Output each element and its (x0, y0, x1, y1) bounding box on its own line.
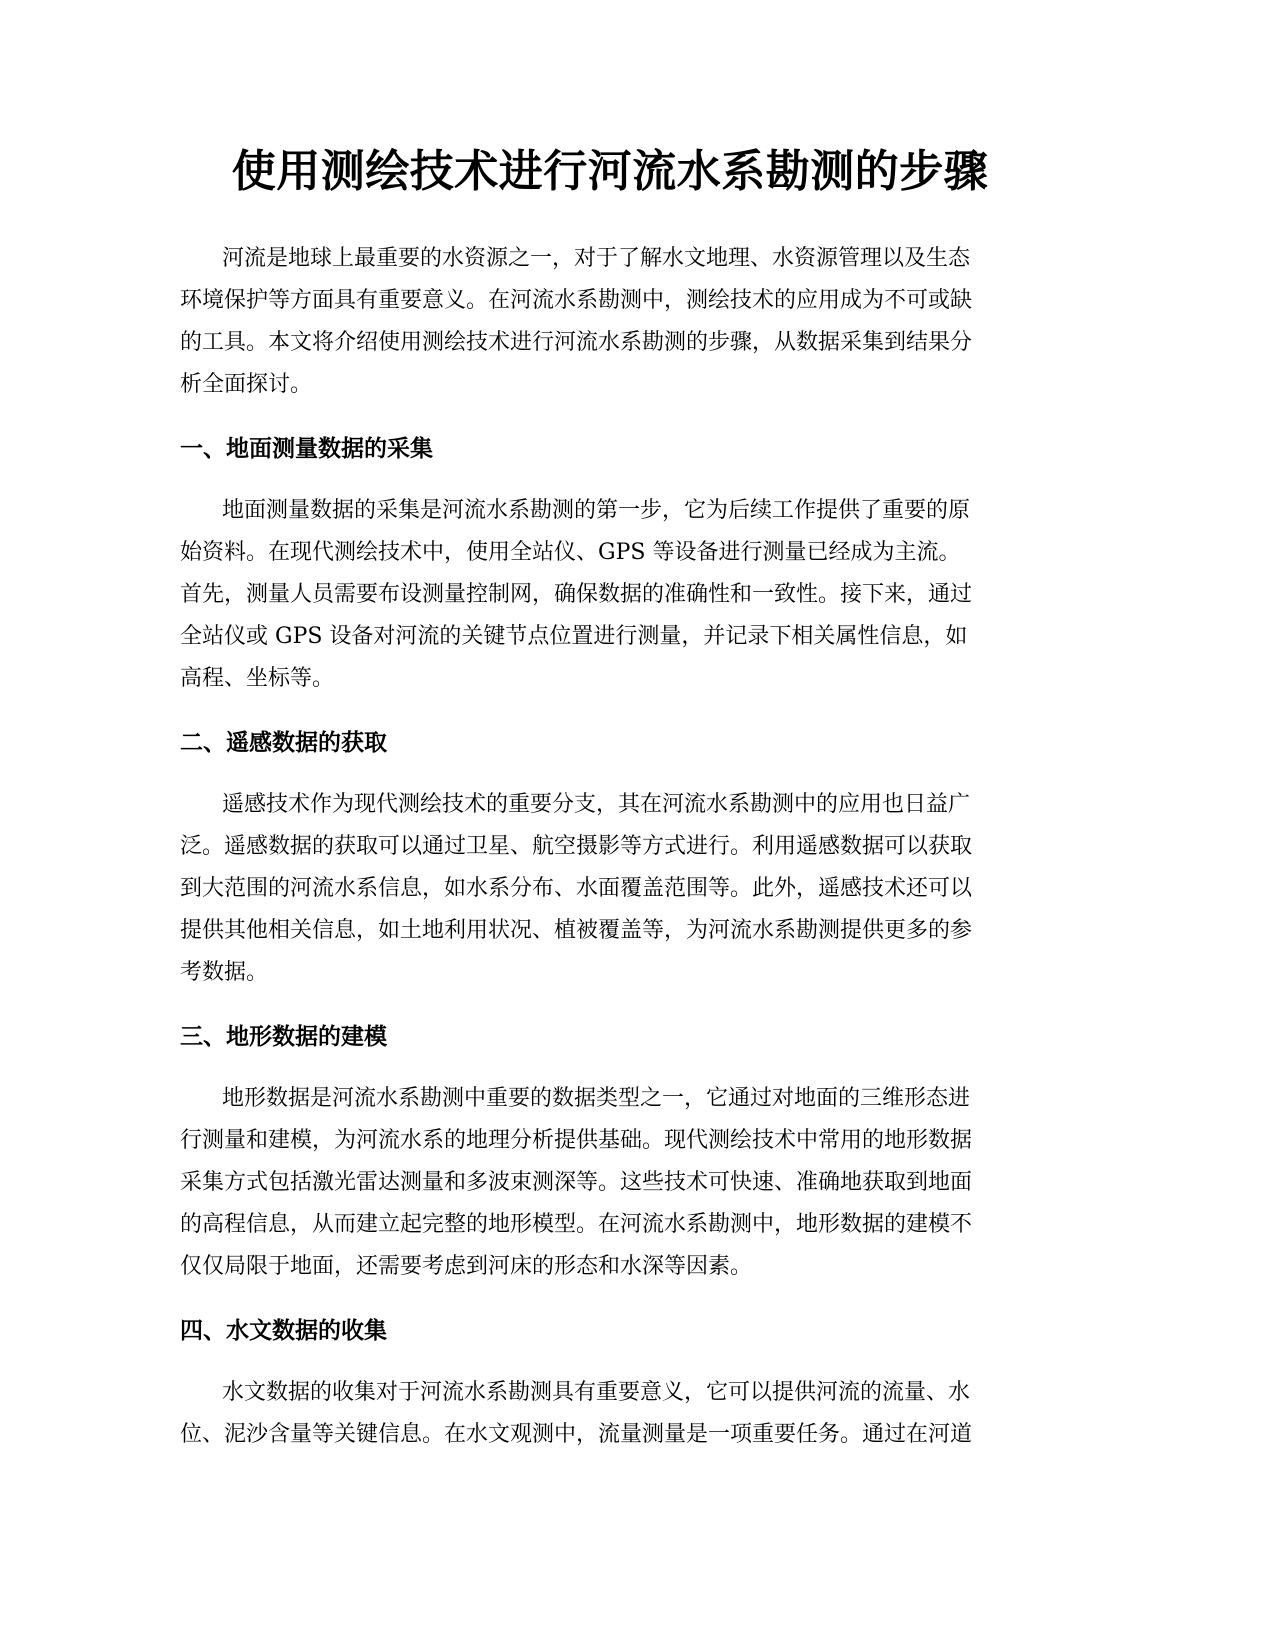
intro-line: 河流是地球上最重要的水资源之一，对于了解水文地理、水资源管理以及生态 (222, 246, 971, 271)
intro-line: 环境保护等方面具有重要意义。在河流水系勘测中，测绘技术的应用成为不可或缺 (180, 288, 973, 313)
intro-line: 的工具。本文将介绍使用测绘技术进行河流水系勘测的步骤，从数据采集到结果分 (180, 330, 973, 355)
paragraph-line: 的高程信息，从而建立起完整的地形模型。在河流水系勘测中，地形数据的建模不 (180, 1212, 973, 1237)
section-paragraph-ground-survey (180, 490, 1040, 700)
paragraph-line: 位、泥沙含量等关键信息。在水文观测中，流量测量是一项重要任务。通过在河道 (180, 1422, 973, 1447)
document-page (180, 140, 1040, 1456)
section-heading-ground-survey: 一、地面测量数据的采集 (180, 436, 433, 462)
paragraph-line: 提供其他相关信息，如土地利用状况、植被覆盖等，为河流水系勘测提供更多的参 (180, 918, 973, 943)
intro-paragraph (180, 238, 1040, 406)
paragraph-line: 行测量和建模，为河流水系的地理分析提供基础。现代测绘技术中常用的地形数据 (180, 1128, 973, 1153)
section-paragraph-hydrology (180, 1372, 1040, 1456)
paragraph-line: 仅仅局限于地面，还需要考虑到河床的形态和水深等因素。 (180, 1254, 753, 1279)
paragraph-line: 遥感技术作为现代测绘技术的重要分支，其在河流水系勘测中的应用也日益广 (222, 792, 971, 817)
section-paragraph-remote-sensing (180, 784, 1040, 994)
paragraph-line: 泛。遥感数据的获取可以通过卫星、航空摄影等方式进行。利用遥感数据可以获取 (180, 834, 973, 859)
paragraph-line: 采集方式包括激光雷达测量和多波束测深等。这些技术可快速、准确地获取到地面 (180, 1170, 973, 1195)
paragraph-line: 地形数据是河流水系勘测中重要的数据类型之一，它通过对地面的三维形态进 (222, 1086, 971, 1111)
intro-line: 析全面探讨。 (180, 372, 313, 397)
paragraph-line: 考数据。 (180, 960, 269, 985)
paragraph-line: 高程、坐标等。 (180, 666, 335, 691)
document-title: 使用测绘技术进行河流水系勘测的步骤 (231, 146, 989, 197)
paragraph-line: 始资料。在现代测绘技术中，使用全站仪、GPS 等设备进行测量已经成为主流。 (180, 540, 961, 565)
paragraph-line: 地面测量数据的采集是河流水系勘测的第一步，它为后续工作提供了重要的原 (222, 498, 971, 523)
section-heading-hydrology: 四、水文数据的收集 (180, 1318, 387, 1344)
paragraph-line: 到大范围的河流水系信息，如水系分布、水面覆盖范围等。此外，遥感技术还可以 (180, 876, 973, 901)
section-heading-terrain-modeling: 三、地形数据的建模 (180, 1024, 387, 1050)
paragraph-line: 水文数据的收集对于河流水系勘测具有重要意义，它可以提供河流的流量、水 (222, 1380, 971, 1405)
section-heading-remote-sensing: 二、遥感数据的获取 (180, 730, 387, 756)
paragraph-line: 首先，测量人员需要布设测量控制网，确保数据的准确性和一致性。接下来，通过 (180, 582, 973, 607)
section-paragraph-terrain-modeling (180, 1078, 1040, 1288)
paragraph-line: 全站仪或 GPS 设备对河流的关键节点位置进行测量，并记录下相关属性信息，如 (180, 624, 968, 649)
